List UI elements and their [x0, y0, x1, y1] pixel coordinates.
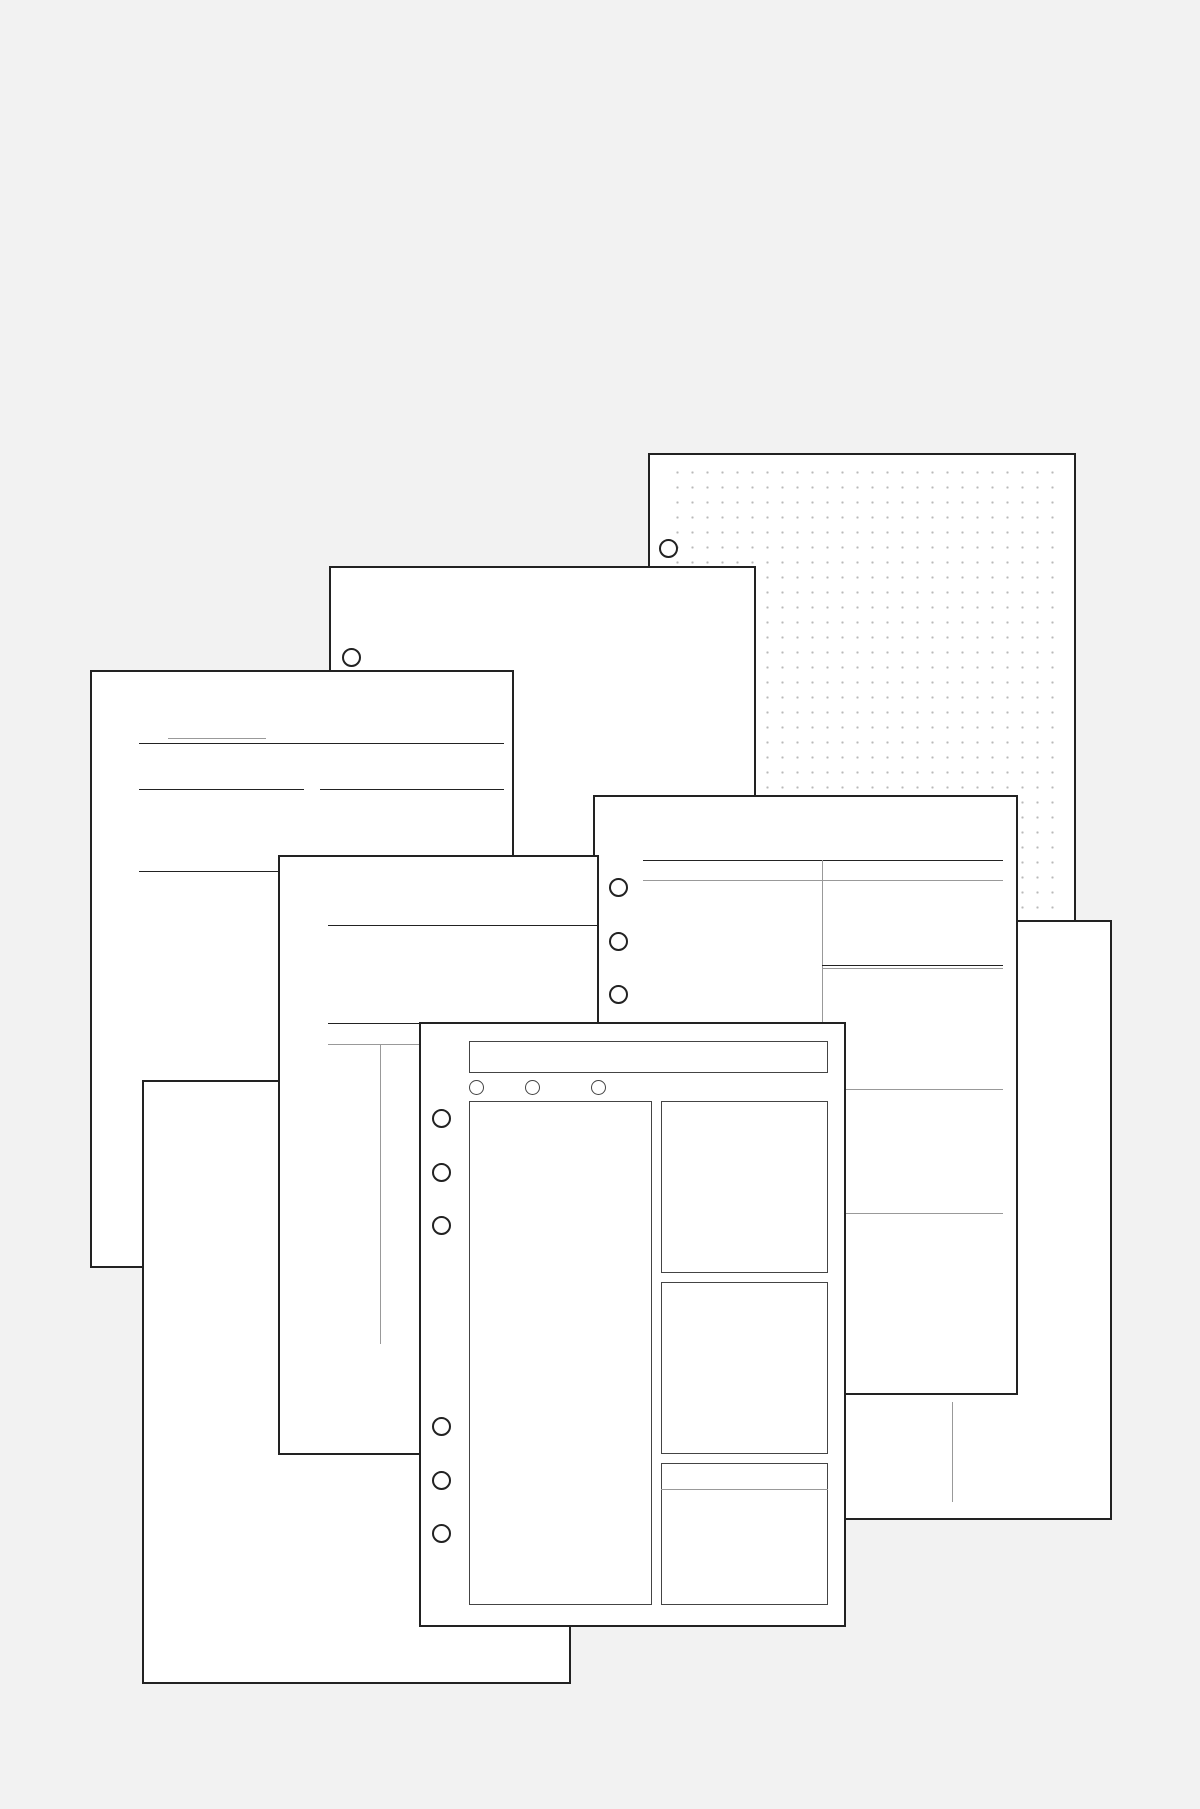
rule [822, 1089, 1003, 1090]
date-line [168, 738, 266, 739]
binder-hole [432, 1524, 451, 1543]
daily-radio[interactable] [469, 1080, 484, 1095]
rule [661, 1489, 828, 1490]
binder-hole [609, 932, 628, 951]
binder-hole [659, 539, 678, 558]
rule [328, 925, 599, 926]
header-rule [139, 743, 504, 744]
rule [643, 880, 1003, 881]
binder-hole [609, 985, 628, 1004]
rule [822, 965, 1003, 966]
rule [139, 789, 304, 790]
priorities-box [661, 1101, 828, 1273]
binder-hole [432, 1163, 451, 1182]
title-box [469, 1041, 828, 1073]
memo-box [661, 1463, 828, 1605]
finance-divider [952, 1402, 953, 1502]
binder-hole [432, 1109, 451, 1128]
binder-hole [432, 1471, 451, 1490]
binder-hole [342, 648, 361, 667]
rule [822, 968, 1003, 969]
todo-box [469, 1101, 652, 1605]
todo-list-page [419, 1022, 846, 1627]
rule [822, 1213, 1003, 1214]
binder-hole [432, 1216, 451, 1235]
binder-hole [432, 1417, 451, 1436]
weekly-radio[interactable] [525, 1080, 540, 1095]
rule [320, 789, 504, 790]
monthly-radio[interactable] [591, 1080, 606, 1095]
later-box [661, 1282, 828, 1454]
column-divider [380, 1044, 381, 1344]
rule [643, 860, 1003, 861]
binder-hole [609, 878, 628, 897]
